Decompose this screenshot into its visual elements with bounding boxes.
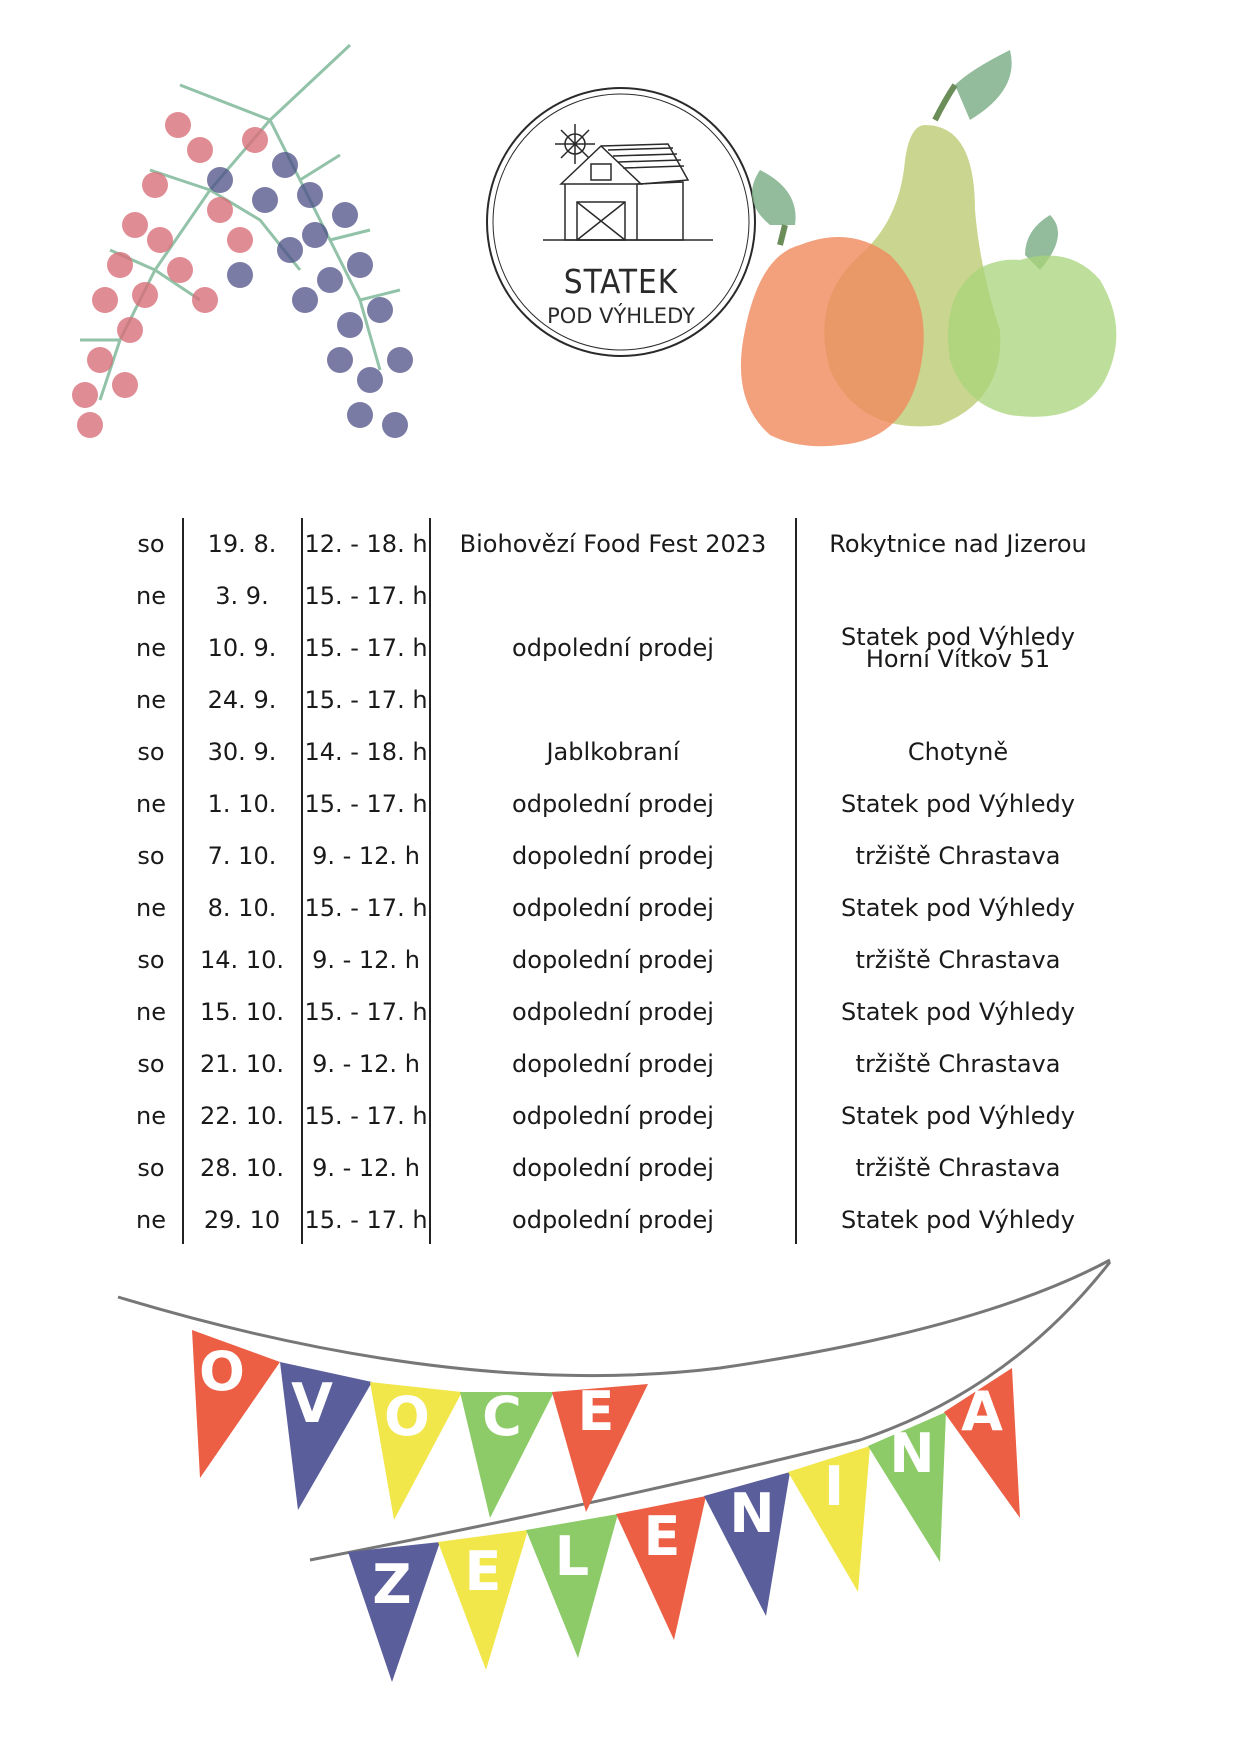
- time-cell: 15. - 17. h: [304, 1206, 428, 1234]
- time-cell: 15. - 17. h: [304, 894, 428, 922]
- date-cell: 24. 9.: [207, 686, 277, 714]
- event-cell: dopolední prodej: [512, 1154, 714, 1182]
- table-row: [120, 518, 1120, 570]
- table-row: [120, 1090, 1120, 1142]
- table-row: [120, 986, 1120, 1038]
- day-cell: ne: [136, 998, 166, 1026]
- place-cell: tržiště Chrastava: [855, 1154, 1061, 1182]
- berries-illustration: [60, 40, 440, 460]
- day-cell: so: [137, 946, 165, 974]
- event-cell: odpolední prodej: [512, 1102, 714, 1130]
- flag-z: [348, 1542, 440, 1682]
- date-cell: 19. 8.: [207, 530, 277, 558]
- day-cell: ne: [136, 790, 166, 818]
- place-cell: Statek pod Výhledy: [841, 998, 1075, 1026]
- date-cell: 3. 9.: [215, 582, 269, 610]
- place-cell: Statek pod Výhledy: [841, 894, 1075, 922]
- event-cell: dopolední prodej: [512, 842, 714, 870]
- table-row: [120, 778, 1120, 830]
- place-cell: tržiště Chrastava: [855, 842, 1061, 870]
- time-cell: 9. - 12. h: [312, 1154, 420, 1182]
- place-address: Horní Vítkov 51: [865, 645, 1051, 673]
- logo-title: STATEK: [563, 262, 679, 301]
- event-cell: odpolední prodej: [512, 634, 714, 662]
- place-cell: [796, 622, 1120, 674]
- flag-letter: E: [643, 1505, 681, 1568]
- date-cell: 8. 10.: [207, 894, 277, 922]
- table-row: [120, 934, 1120, 986]
- event-cell: odpolední prodej: [512, 790, 714, 818]
- day-cell: so: [137, 530, 165, 558]
- day-cell: ne: [136, 686, 166, 714]
- place-cell: Statek pod Výhledy: [841, 1206, 1075, 1234]
- date-cell: 29. 10: [203, 1206, 281, 1234]
- flag-c: [460, 1385, 554, 1518]
- table-row: [120, 674, 1120, 726]
- date-cell: 30. 9.: [207, 738, 277, 766]
- time-cell: 15. - 17. h: [304, 790, 428, 818]
- day-cell: ne: [136, 894, 166, 922]
- table-row: [120, 882, 1120, 934]
- time-cell: 15. - 17. h: [304, 1102, 428, 1130]
- day-cell: ne: [136, 634, 166, 662]
- time-cell: 15. - 17. h: [304, 634, 428, 662]
- flag-a: [944, 1368, 1020, 1518]
- place-cell: tržiště Chrastava: [855, 1050, 1061, 1078]
- flag-letter: V: [291, 1372, 333, 1435]
- day-cell: ne: [136, 1102, 166, 1130]
- time-cell: 15. - 17. h: [304, 582, 428, 610]
- date-cell: 1. 10.: [207, 790, 277, 818]
- day-cell: so: [137, 842, 165, 870]
- time-cell: 15. - 17. h: [304, 998, 428, 1026]
- flag-letter: E: [577, 1380, 615, 1443]
- flag-v: [280, 1362, 372, 1510]
- day-cell: ne: [136, 582, 166, 610]
- date-cell: 22. 10.: [200, 1102, 284, 1130]
- flag-n: [704, 1472, 790, 1616]
- flag-letter: E: [464, 1540, 502, 1603]
- place-cell: Chotyně: [907, 738, 1009, 766]
- flag-e3: [616, 1496, 706, 1640]
- time-cell: 15. - 17. h: [304, 686, 428, 714]
- event-cell: Biohovězí Food Fest 2023: [459, 530, 767, 558]
- flag-letter: L: [554, 1525, 590, 1588]
- event-cell: odpolední prodej: [512, 1206, 714, 1234]
- event-cell: odpolední prodej: [512, 894, 714, 922]
- time-cell: 9. - 12. h: [312, 946, 420, 974]
- flag-letter: C: [482, 1385, 522, 1448]
- table-row: [120, 1142, 1120, 1194]
- day-cell: ne: [136, 1206, 166, 1234]
- event-cell: dopolední prodej: [512, 1050, 714, 1078]
- place-cell: tržiště Chrastava: [855, 946, 1061, 974]
- flag-o2: [370, 1382, 462, 1520]
- event-cell: odpolední prodej: [512, 998, 714, 1026]
- event-cell: Jablkobraní: [546, 738, 680, 766]
- time-cell: 9. - 12. h: [312, 1050, 420, 1078]
- flag-letter: Z: [372, 1553, 412, 1616]
- flag-letter: A: [961, 1380, 1003, 1443]
- place-cell: Rokytnice nad Jizerou: [829, 530, 1087, 558]
- table-row: [120, 726, 1120, 778]
- table-row: [120, 1194, 1120, 1246]
- date-cell: 15. 10.: [200, 998, 284, 1026]
- date-cell: 10. 9.: [207, 634, 277, 662]
- date-cell: 28. 10.: [200, 1154, 284, 1182]
- place-cell: Statek pod Výhledy: [841, 790, 1075, 818]
- time-cell: 14. - 18. h: [304, 738, 428, 766]
- day-cell: so: [137, 1050, 165, 1078]
- day-cell: so: [137, 1154, 165, 1182]
- flag-letter: I: [823, 1455, 845, 1518]
- table-row: [120, 1038, 1120, 1090]
- flag-i: [788, 1446, 870, 1592]
- time-cell: 12. - 18. h: [304, 530, 428, 558]
- place-cell: Statek pod Výhledy: [841, 1102, 1075, 1130]
- table-row: [120, 830, 1120, 882]
- flag-letter: N: [729, 1482, 775, 1545]
- place-name: Statek pod Výhledy: [841, 623, 1075, 651]
- bunting-banner: [100, 1250, 1140, 1730]
- logo-subtitle: POD VÝHLEDY: [547, 304, 695, 328]
- table-row: [120, 622, 1120, 674]
- flag-l: [526, 1514, 618, 1658]
- event-cell: dopolední prodej: [512, 946, 714, 974]
- schedule-table: [120, 518, 1120, 1244]
- flag-o: [192, 1330, 280, 1478]
- date-cell: 7. 10.: [207, 842, 277, 870]
- date-cell: 21. 10.: [200, 1050, 284, 1078]
- flag-letter: O: [199, 1340, 245, 1403]
- day-cell: so: [137, 738, 165, 766]
- farm-logo: [483, 84, 759, 360]
- date-cell: 14. 10.: [200, 946, 284, 974]
- fruit-illustration: [740, 40, 1190, 480]
- time-cell: 9. - 12. h: [312, 842, 420, 870]
- flag-e2: [438, 1530, 528, 1670]
- flag-letter: O: [384, 1385, 430, 1448]
- table-row: [120, 570, 1120, 622]
- flag-letter: N: [889, 1422, 935, 1485]
